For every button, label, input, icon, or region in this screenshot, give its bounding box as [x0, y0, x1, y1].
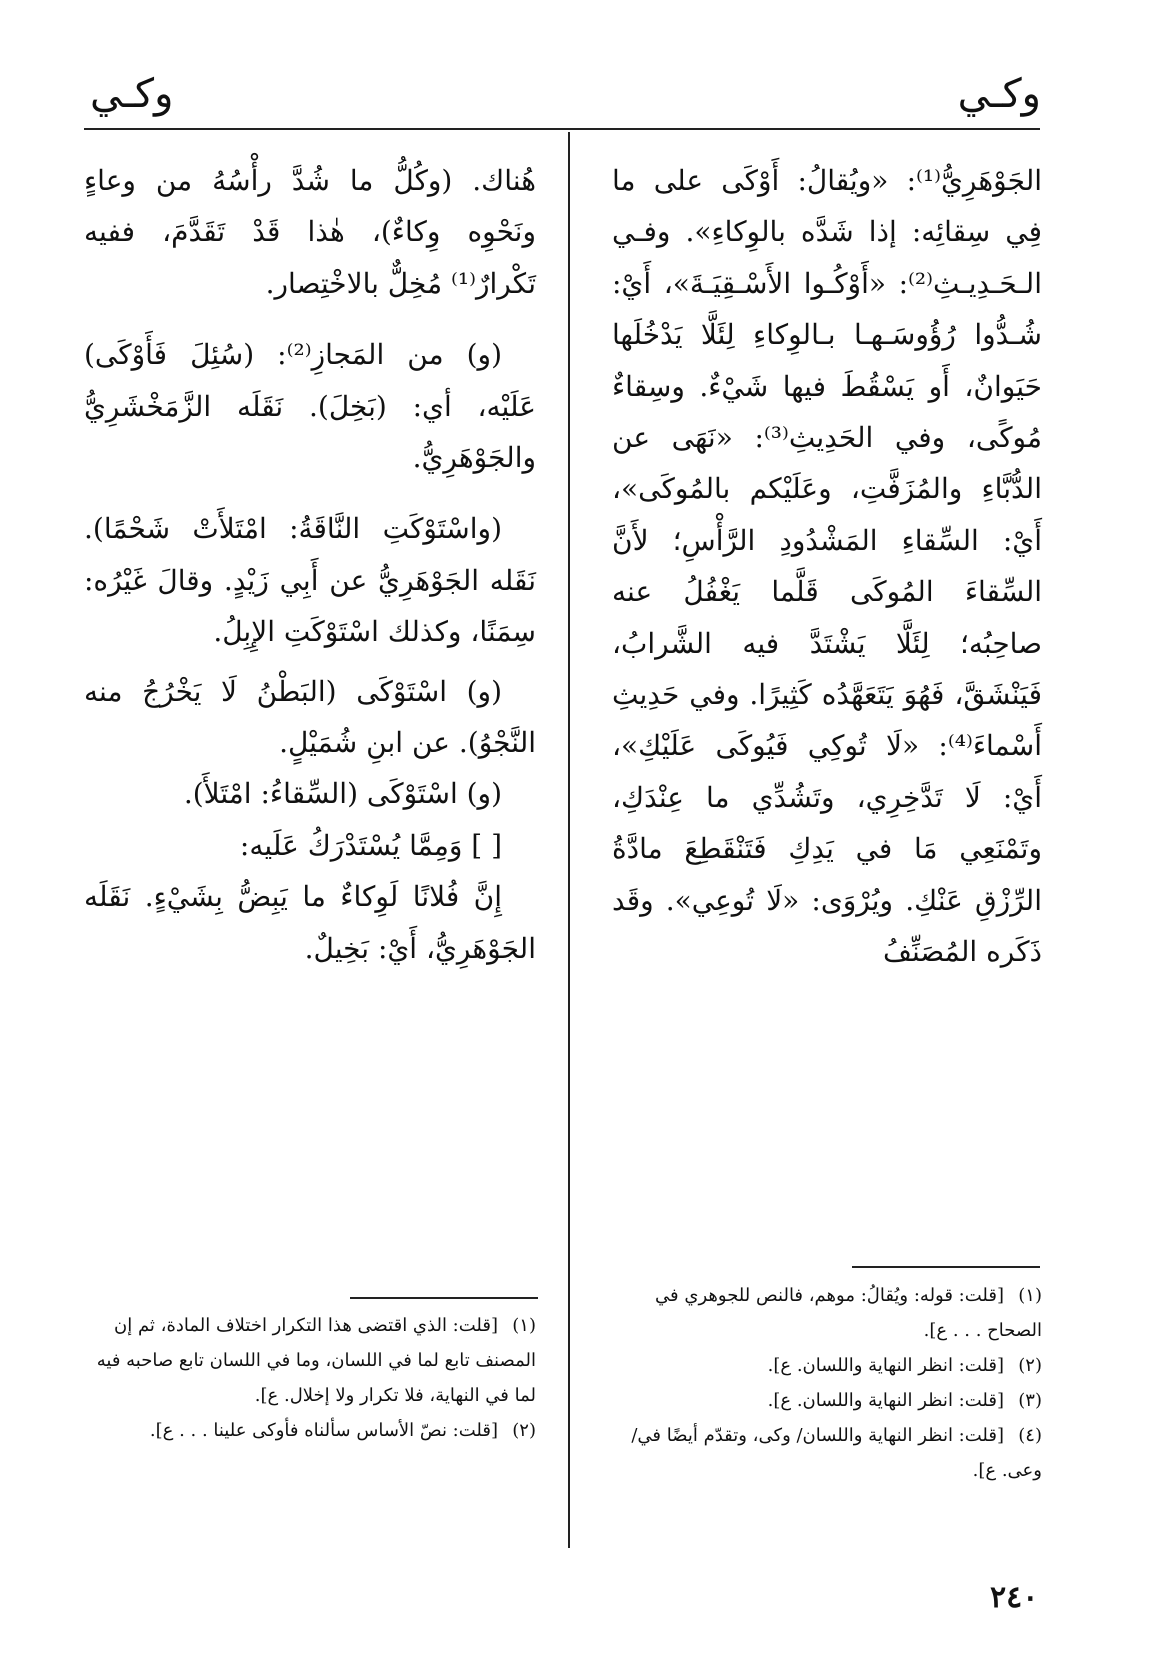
right-column	[612, 155, 1042, 978]
left-column-paragraph-5: (و) اسْتَوْكَى (السِّقاءُ: امْتَلأَ).	[183, 777, 502, 811]
footnote	[84, 1308, 536, 1413]
footnote-number: (٤)	[1018, 1425, 1042, 1446]
column-divider	[568, 132, 570, 1548]
footnote-text: [قلت: انظر النهاية واللسان/ وكى، وتقدّم أيضًا في/ وعى. ع].	[631, 1425, 1042, 1481]
left-column	[84, 155, 536, 974]
footnote	[612, 1418, 1042, 1488]
footnotes-left	[84, 1308, 536, 1448]
footnote-number: (٢)	[512, 1420, 536, 1441]
istidrak-heading: [ ] وَمِمَّا يُسْتَدْرَكُ عَلَيه:	[239, 828, 502, 862]
footnote	[612, 1278, 1042, 1348]
left-column-paragraph-3: (واسْتَوْكَتِ النَّاقَةُ: امْتَلأَتْ شَحْمًا). نَقَله الجَوْهَرِيُّ عن أَبِي زَيْدٍ. وقالَ غَيْرُه: سِمَنًا، وكذلك اسْتَوْكَتِ الإِبِلُ.	[84, 512, 536, 649]
footnote-number: (٢)	[1018, 1355, 1042, 1376]
footnote-rule-left	[350, 1297, 538, 1299]
footnote-text: [قلت: الذي اقتضى هذا التكرار اختلاف المادة، ثم إن المصنف تابع لما في اللسان، وما في اللسان تابع صاحبه فيه لما في النهاية، فلا تكرار ولا إخلال. ع].	[96, 1315, 536, 1406]
footnote-number: (١)	[512, 1315, 536, 1336]
footnote-text: [قلت: انظر النهاية واللسان. ع].	[767, 1355, 1004, 1376]
footnote-text: [قلت: انظر النهاية واللسان. ع].	[767, 1390, 1004, 1411]
running-header-right: وكـي	[957, 71, 1041, 117]
page-number: ٢٤٠	[990, 1580, 1039, 1615]
running-header-left: وكـي	[90, 71, 174, 117]
left-column-paragraph-1: هُناك. (وكُلُّ ما شُدَّ رأْسُهُ من وعاءٍ ونَحْوِه وِكاءٌ)، هٰذا قَدْ تَقَدَّمَ، ففيه تَكْرارٌ⁽¹⁾ مُخِلٌّ بالاخْتِصار.	[84, 164, 536, 300]
footnote	[612, 1383, 1042, 1418]
left-column-paragraph-4: (و) اسْتَوْكَى (البَطْنُ لَا يَخْرُجُ منه النَّجْوُ). عن ابنِ شُمَيْلٍ.	[84, 674, 536, 760]
footnotes-right	[612, 1278, 1042, 1488]
header-rule	[84, 128, 1040, 130]
left-column-paragraph-2: (و) من المَجازِ⁽²⁾: (سُئِلَ فَأَوْكَى) عَلَيْه، أي: (بَخِلَ). نَقَلَه الزَّمَخْشَرِيُّ والجَوْهَرِيُّ.	[84, 338, 536, 475]
right-column-paragraph: الجَوْهَرِيُّ⁽¹⁾: «ويُقالُ: أَوْكَى على ما فِي سِقائِه: إذا شَدَّه بالوِكاءِ». وفـي الـحَـدِيـثِ⁽²⁾: «أَوْكُـوا الأَسْـقِيَـةَ»، أَيْ: شُـدُّوا رُؤُوسَـهـا بـالوِكاءِ لِئَلَّا يَدْخُلَها حَيَوانٌ، أَو يَسْقُطَ فيها شَيْءٌ. وسِقاءٌ مُوكًى، وفي الحَدِيثِ⁽³⁾: «نَهَى عن الدُّبَّاءِ والمُزَفَّتِ، وعَلَيْكم بالمُوكَى»، أَيْ: السِّقاءِ المَشْدُودِ الرَّأْسِ؛ لأَنَّ السِّقاءَ المُوكَى قَلَّما يَغْفُلُ عنه صاحِبُه؛ لِئَلَّا يَشْتَدَّ فيه الشَّرابُ، فَيَنْشَقَّ، فَهُوَ يَتَعَهَّدُه كَثِيرًا. وفي حَدِيثِ أَسْماءَ⁽⁴⁾: «لَا تُوكِي فَيُوكَى عَلَيْكِ»، أَيْ: لَا تَدَّخِرِي، وتَشُدِّي ما عِنْدَكِ، وتَمْنَعِي مَا في يَدِكِ فَتَنْقَطِعَ مادَّةُ الرِّزْقِ عَنْكِ. ويُرْوَى: «لَا تُوعِي». وقَد ذَكَره المُصَنِّفُ	[612, 164, 1042, 969]
footnote-text: [قلت: قوله: ويُقالُ: موهم، فالنص للجوهري في الصحاح . . . ع].	[655, 1285, 1042, 1341]
footnote	[612, 1348, 1042, 1383]
footnote-number: (١)	[1018, 1285, 1042, 1306]
left-column-paragraph-7: إِنَّ فُلانًا لَوِكاءٌ ما يَبِضُّ بِشَيْءٍ. نَقَلَه الجَوْهَرِيُّ، أَيْ: بَخِيلٌ.	[84, 880, 536, 965]
footnote	[84, 1413, 536, 1448]
footnote-text: [قلت: نصّ الأساس سألناه فأوكى علينا . . . ع].	[149, 1420, 498, 1441]
footnote-number: (٣)	[1018, 1390, 1042, 1411]
footnote-rule-right	[852, 1266, 1040, 1268]
